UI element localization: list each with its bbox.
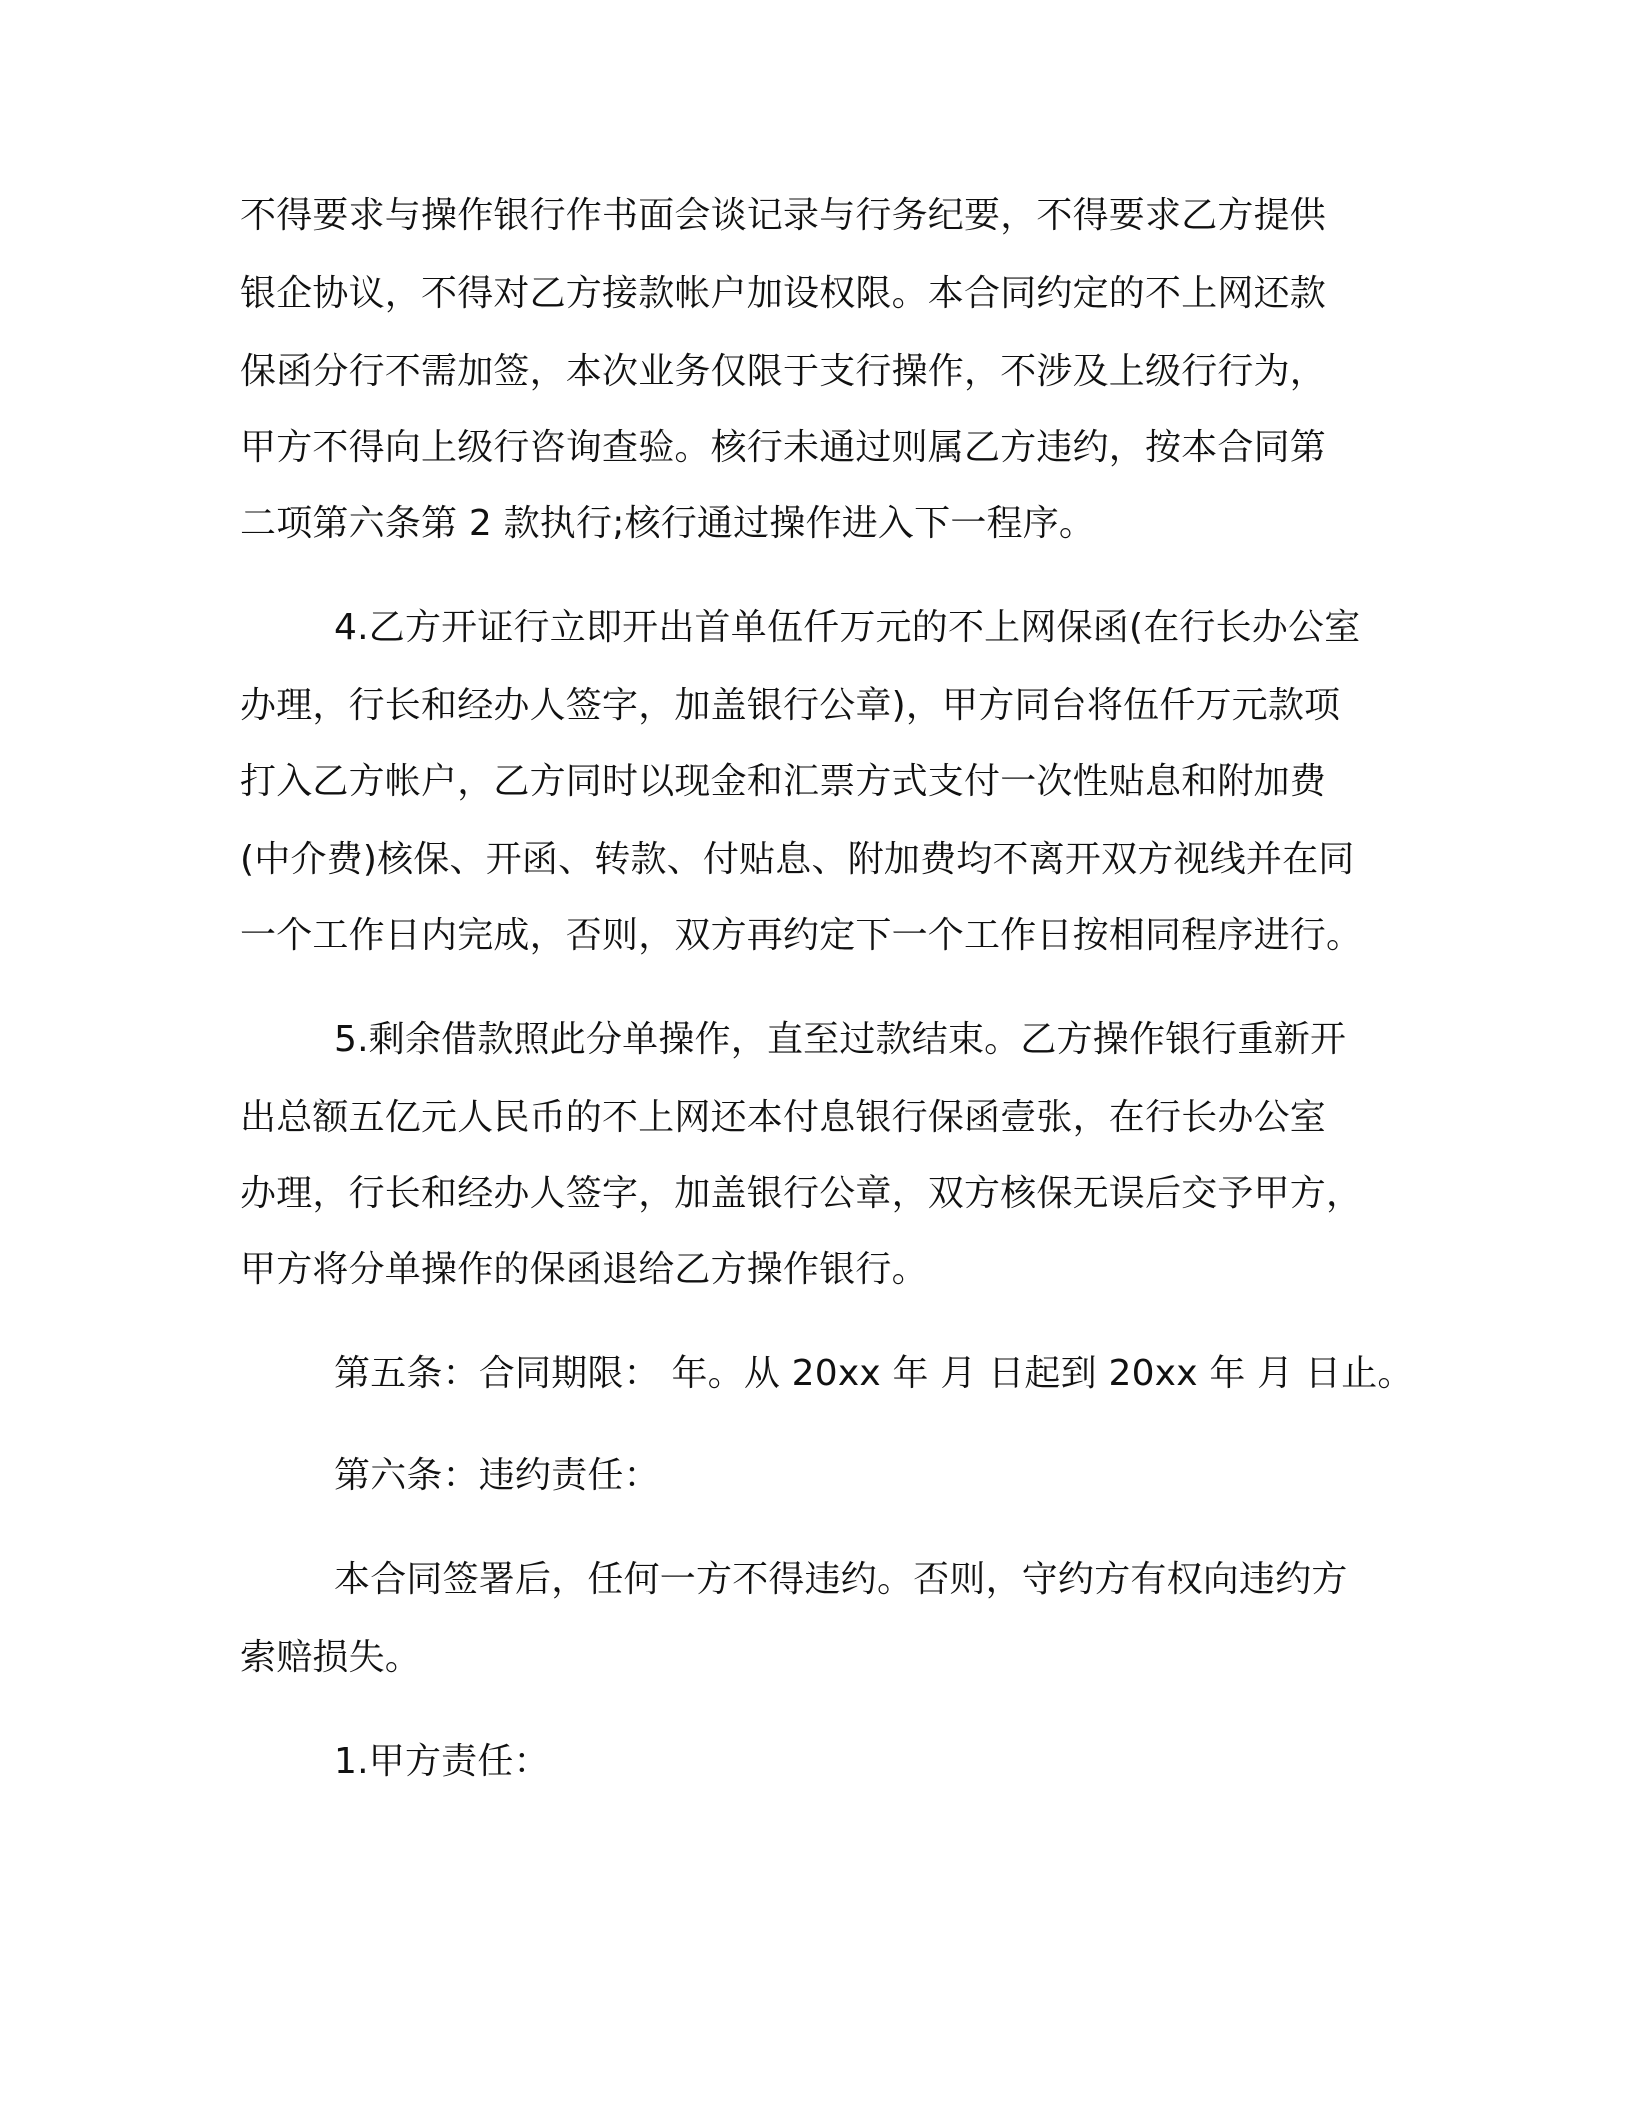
text-line: 不得要求与操作银行作书面会谈记录与行务纪要，不得要求乙方提供 (240, 195, 1327, 236)
text-line: 打入乙方帐户，乙方同时以现金和汇票方式支付一次性贴息和附加费 (240, 761, 1327, 802)
breach-paragraph-start: 本合同签署后，任何一方不得违约。否则，守约方有权向违约方 (334, 1559, 1348, 1600)
text-line: 一个工作日内完成，否则，双方再约定下一个工作日按相同程序进行。 (240, 915, 1363, 956)
article-5-contract-term: 第五条：合同期限： 年。从 20xx 年 月 日起到 20xx 年 月 日止。 (334, 1353, 1414, 1394)
text-line: 银企协议，不得对乙方接款帐户加设权限。本合同约定的不上网还款 (240, 273, 1327, 314)
paragraph-5-start: 5.剩余借款照此分单操作，直至过款结束。乙方操作银行重新开 (334, 1019, 1347, 1060)
text-line: 二项第六条第 2 款执行;核行通过操作进入下一程序。 (240, 503, 1096, 544)
text-line: 办理，行长和经办人签字，加盖银行公章，双方核保无误后交予甲方， (240, 1173, 1363, 1214)
text-line: 甲方不得向上级行咨询查验。核行未通过则属乙方违约，按本合同第 (240, 427, 1327, 468)
text-line: 甲方将分单操作的保函退给乙方操作银行。 (240, 1249, 928, 1290)
text-line: 索赔损失。 (240, 1637, 422, 1678)
text-line: 保函分行不需加签，本次业务仅限于支行操作，不涉及上级行行为， (240, 351, 1327, 392)
text-line: 出总额五亿元人民币的不上网还本付息银行保函壹张，在行长办公室 (240, 1097, 1327, 1138)
text-line: 办理，行长和经办人签字，加盖银行公章)，甲方同台将伍仟万元款项 (240, 685, 1341, 726)
paragraph-4-start: 4.乙方开证行立即开出首单伍仟万元的不上网保函(在行长办公室 (334, 607, 1361, 648)
article-6-heading: 第六条：违约责任： (334, 1455, 660, 1496)
text-line: (中介费)核保、开函、转款、付贴息、附加费均不离开双方视线并在同 (240, 839, 1355, 880)
party-a-responsibility-heading: 1.甲方责任： (334, 1741, 550, 1782)
